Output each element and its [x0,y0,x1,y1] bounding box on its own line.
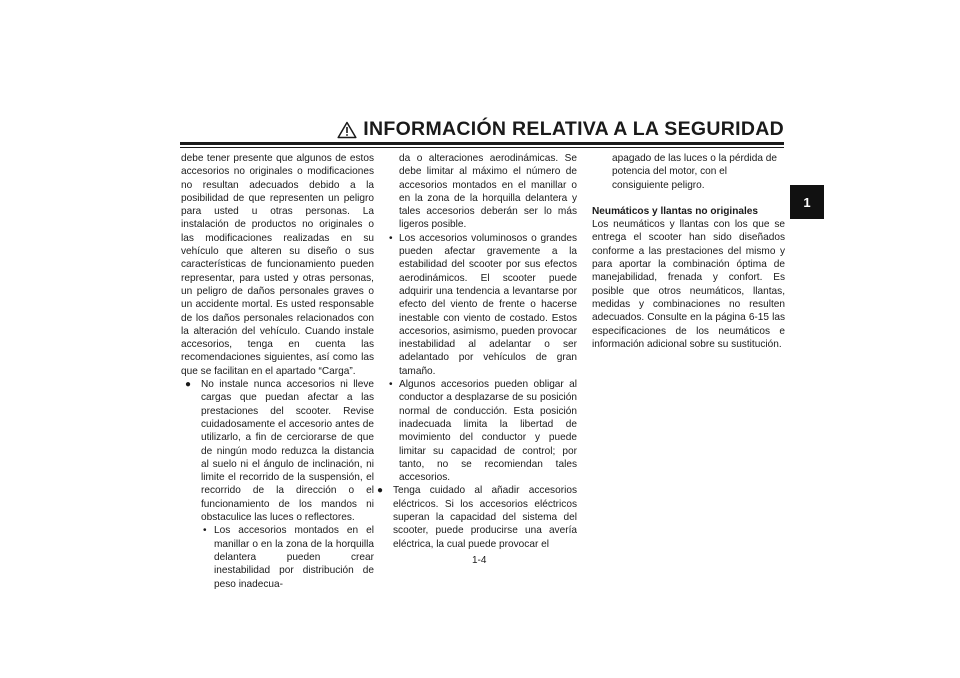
text-column-3 [592,152,785,351]
sub-bullet-icon: • [389,232,393,244]
page-number: 1-4 [472,555,487,566]
page-header [180,112,784,142]
tires-paragraph: Los neumáticos y llantas con los que se entrega el scooter han sido diseñados conforme a las prestaciones del mismo y para aportar la combinación óptima de manejabilidad, frenada y confort. Es posible que otros neumáticos, llantas, medidas y combinaciones no resulten adecuados. Consulte en la página 6-15 las especificaciones de los neumáticos e información adicional sobre su sustitución. [592,219,785,350]
sub-bullet-handlebar [181,524,374,590]
sub-bullet-text: Algunos accesorios pueden obligar al conductor a desplazarse de su posición normal de conducción. Esta posición inadecuada limita la libertad de movimiento del conductor y puede limitar su capacidad de control; por tanto, no se recomiendan tales accesorios. [399,379,577,484]
bullet-item-accessories [181,378,374,524]
sub-bullet-handlebar-cont [386,152,577,232]
bullet-text: Tenga cuidado al añadir accesorios eléctricos. Si los accesorios eléctricos superan la capacidad del sistema del scooter, puede producirse una avería eléctrica, la cual puede provocar el [393,485,577,550]
bullet-item-electrical [373,484,577,550]
chapter-tab: 1 [790,185,824,219]
warning-triangle-icon [337,121,357,139]
text-column-1 [181,152,374,591]
sub-bullet-text: Los accesorios montados en el manillar o en la zona de la horquilla delantera pueden crear inestabilidad por distribución de peso inadecua- [214,525,374,590]
header-rule-thick [180,142,784,145]
section-heading-tires: Neumáticos y llantas no originales [592,205,759,217]
bullet-dot-icon: ● [377,485,384,497]
header-rule-thin [180,147,784,148]
bullet-electrical-cont: apagado de las luces o la pérdida de potencia del motor, con el consiguiente peligro. [612,153,777,191]
intro-paragraph: debe tener presente que algunos de estos accesorios no originales o modificaciones no resultan adecuados debido a la posibilidad de que representen un peligro para usted u otras personas. La instalación de productos no originales o las modificaciones realizadas en su vehículo que alteren su diseño o sus características de funcionamiento pueden representar, para usted y otras personas, un peligro de daños personales graves o un accidente mortal. Es usted responsable de los daños personales relacionados con la alteración del vehículo. Cuando instale accesorios, tenga en cuenta las recomendaciones siguientes, así como las que se facilitan en el apartado “Carga”. [181,153,374,377]
sub-bullet-position [386,378,577,484]
sub-bullet-text: Los accesorios voluminosos o grandes pueden afectar gravemente a la estabilidad del scooter por sus efectos aerodinámicos. El scooter puede adquirir una tendencia a levantarse por efecto del viento de frente o hacerse inestable con viento de costado. Estos accesorios, asimismo, pueden provocar inestabilidad al adelantar o ser adelantado por vehículos de gran tamaño. [399,232,577,377]
text-column-2 [377,152,577,551]
sub-bullet-icon: • [389,379,393,391]
page-title [337,118,784,141]
bullet-text: No instale nunca accesorios ni lleve cargas que puedan afectar a las prestaciones del scooter. Revise cuidadosamente el accesorio antes de utilizarlo, a fin de cerciorarse de que de ningún modo reduzca la distancia al suelo ni el ángulo de inclinación, ni limite el recorrido de la suspensión, el recorrido de la dirección o el funcionamiento de los mandos ni obstaculice las luces o reflectores. [201,379,374,524]
sub-bullet-text: da o alteraciones aerodinámicas. Se debe limitar al máximo el número de accesorios montados en el manillar o en la zona de la horquilla delantera y tales accesorios deberán ser lo más ligeros posible. [399,153,577,231]
bullet-dot-icon: ● [185,379,192,391]
sub-bullet-bulky [386,232,577,378]
sub-bullet-icon: • [203,525,207,537]
title-text: INFORMACIÓN RELATIVA A LA SEGURIDAD [363,118,784,140]
